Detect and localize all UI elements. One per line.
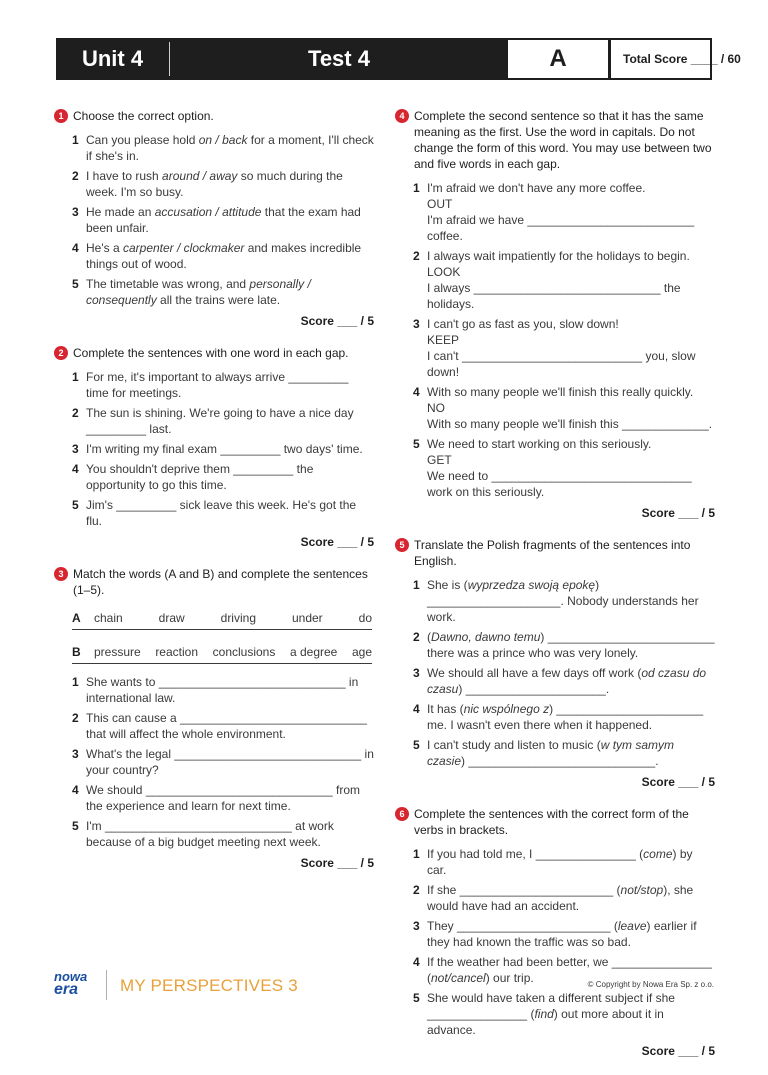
question-item <box>54 746 374 778</box>
question-item <box>54 369 374 401</box>
task-1-score: Score ___ / 5 <box>300 314 374 328</box>
text-fragment: I can't study and listen to music ( <box>427 738 601 752</box>
logo-line-1: nowa <box>54 969 88 984</box>
task-number-badge: 5 <box>395 538 409 552</box>
question-text: I'm ____________________________ at work because of a big budget meeting next week. <box>86 819 334 849</box>
question-number: 4 <box>72 462 79 476</box>
question-text: Jim's _________ sick leave this week. He's got the flu. <box>86 498 357 528</box>
italic-fragment: come <box>643 847 673 861</box>
task-5 <box>395 537 715 789</box>
task-5-items <box>395 577 715 769</box>
word-list-a <box>94 611 372 625</box>
text-fragment: If she _______________________ ( <box>427 883 621 897</box>
task-6 <box>395 806 715 1058</box>
text-fragment: ) ______________________ me. I wasn't even there when it happened. <box>427 702 704 732</box>
word-option: do <box>358 610 372 625</box>
question-number: 4 <box>413 702 420 716</box>
question-item <box>54 204 374 236</box>
question-text <box>86 276 374 308</box>
task-number-badge: 2 <box>54 346 68 360</box>
task-5-header <box>395 537 715 569</box>
question-text: You shouldn't deprive them _________ the opportunity to go this time. <box>86 462 314 492</box>
footer <box>54 966 714 1006</box>
question-text <box>86 132 374 164</box>
test-version: A <box>508 40 608 78</box>
question-item <box>54 132 374 164</box>
text-fragment: ) out more about it in advance. <box>427 1007 664 1037</box>
task-number-badge: 4 <box>395 109 409 123</box>
question-text: We should ____________________________ from the experience and learn for next time. <box>86 783 361 813</box>
key-word: KEEP <box>427 333 460 347</box>
question-text <box>86 168 374 200</box>
question-item <box>54 240 374 272</box>
text-fragment: so much during the week. I'm so busy. <box>86 169 343 199</box>
task-6-score: Score ___ / 5 <box>641 1044 715 1058</box>
question-text: What's the legal ____________________________ in your country? <box>86 747 374 777</box>
italic-fragment: Dawno, dawno temu <box>431 630 541 644</box>
key-word: LOOK <box>427 265 461 279</box>
task-3-items <box>54 674 374 850</box>
question-number: 5 <box>72 819 79 833</box>
sentence-line: We need to ______________________________ work on this seriously. <box>427 469 692 499</box>
question-text: The sun is shining. We're going to have a nice day _________ last. <box>86 406 354 436</box>
italic-fragment: not/cancel <box>431 971 486 985</box>
text-fragment: ) ____________________________. <box>461 754 659 768</box>
italic-fragment: nic wspólnego z <box>463 702 550 716</box>
header-bar <box>56 38 741 80</box>
question-number: 3 <box>72 747 79 761</box>
italic-fragment: leave <box>617 919 647 933</box>
word-row-b <box>72 640 372 664</box>
word-option: chain <box>94 610 123 625</box>
question-number: 4 <box>72 783 79 797</box>
text-fragment: that the exam had been unfair. <box>86 205 361 235</box>
unit-title: Unit 4 <box>81 46 144 71</box>
question-number: 1 <box>413 578 420 592</box>
question-number: 3 <box>413 666 420 680</box>
italic-fragment: on / back <box>198 133 248 147</box>
task-5-instruction: Translate the Polish fragments of the sentences into English. <box>414 538 691 568</box>
publisher-logo <box>54 970 94 1002</box>
question-number: 4 <box>413 385 420 399</box>
question-item <box>395 665 715 697</box>
task-6-header <box>395 806 715 838</box>
question-item <box>395 629 715 661</box>
text-fragment: ) earlier if they had known the traffic was so bad. <box>427 919 697 949</box>
text-fragment: He's a <box>86 241 123 255</box>
task-6-items <box>395 846 715 1038</box>
question-item <box>395 384 715 432</box>
question-number: 2 <box>72 169 79 183</box>
text-fragment: and makes incredible things out of wood. <box>86 241 362 271</box>
task-number-badge: 3 <box>54 567 68 581</box>
question-number: 2 <box>72 406 79 420</box>
task-1-items <box>54 132 374 308</box>
sentence-line: I'm afraid we don't have any more coffee. <box>427 181 646 195</box>
question-item <box>54 710 374 742</box>
footer-divider <box>106 970 107 1000</box>
question-number: 5 <box>413 437 420 451</box>
task-6-instruction: Complete the sentences with the correct form of the verbs in brackets. <box>414 807 689 837</box>
left-column <box>54 108 374 887</box>
task-3 <box>54 566 374 870</box>
question-number: 4 <box>413 955 420 969</box>
question-text <box>427 665 715 697</box>
text-fragment: We should all have a few days off work ( <box>427 666 642 680</box>
question-item <box>395 316 715 380</box>
word-row-label: B <box>72 644 81 659</box>
question-number: 1 <box>72 370 79 384</box>
task-number-badge: 6 <box>395 807 409 821</box>
text-fragment: ) by car. <box>427 847 693 877</box>
question-item <box>395 918 715 950</box>
text-fragment: ) _________________________ there was a prince who was very lonely. <box>427 630 715 660</box>
text-fragment: all the trains were late. <box>156 293 281 307</box>
word-row-a <box>72 606 372 630</box>
question-item <box>54 461 374 493</box>
task-3-instruction: Match the words (A and B) and complete the sentences (1–5). <box>73 567 368 597</box>
question-number: 4 <box>72 241 79 255</box>
text-fragment: If the weather had been better, we _______________ ( <box>427 955 712 985</box>
question-item <box>54 497 374 529</box>
question-text <box>427 701 715 733</box>
question-number: 1 <box>413 847 420 861</box>
text-fragment: I have to rush <box>86 169 163 183</box>
word-option: under <box>291 610 323 625</box>
word-option: age <box>351 644 372 659</box>
question-number: 2 <box>413 249 420 263</box>
question-text <box>427 384 715 432</box>
word-row-label: A <box>72 610 81 625</box>
question-number: 2 <box>413 883 420 897</box>
text-fragment: for a moment, I'll check if she's in. <box>86 133 374 163</box>
right-column <box>395 108 715 1075</box>
sentence-line: I always ____________________________ the holidays. <box>427 281 681 311</box>
logo-line-2: era <box>54 981 79 998</box>
italic-fragment: find <box>534 1007 554 1021</box>
question-text <box>86 204 374 236</box>
sentence-line: I can't go as fast as you, slow down! <box>427 317 619 331</box>
italic-fragment: wyprzedza swoją epokę <box>467 578 596 592</box>
text-fragment: The timetable was wrong, and <box>86 277 250 291</box>
question-number: 1 <box>72 133 79 147</box>
task-1 <box>54 108 374 328</box>
text-fragment: He made an <box>86 205 155 219</box>
text-fragment: She would have taken a different subject if she _______________ ( <box>427 991 675 1021</box>
task-number-badge: 1 <box>54 109 68 123</box>
sentence-line: With so many people we'll finish this really quickly. <box>427 385 694 399</box>
question-item <box>395 577 715 625</box>
text-fragment: ) ____________________. Nobody understands her work. <box>427 578 699 624</box>
question-number: 1 <box>413 181 420 195</box>
task-3-header <box>54 566 374 598</box>
question-text: She wants to ____________________________ in international law. <box>86 675 359 705</box>
question-item <box>395 846 715 878</box>
sentence-line: I always wait impatiently for the holidays to begin. <box>427 249 690 263</box>
question-item <box>54 674 374 706</box>
question-text <box>427 737 715 769</box>
question-item <box>54 441 374 457</box>
task-2-header <box>54 345 374 361</box>
task-2-score: Score ___ / 5 <box>300 535 374 549</box>
word-list-b <box>94 645 372 659</box>
total-score: Total Score ____ / 60 <box>611 40 710 78</box>
word-option: draw <box>158 610 185 625</box>
task-4-instruction: Complete the second sentence so that it has the same meaning as the first. Use the word in capitals. Do not change the form of this word. You may use between two and five words in each gap. <box>414 109 712 171</box>
text-fragment: If you had told me, I _______________ ( <box>427 847 644 861</box>
italic-fragment: accusation / attitude <box>154 205 262 219</box>
task-2-items <box>54 369 374 529</box>
question-number: 5 <box>72 277 79 291</box>
key-word: GET <box>427 453 452 467</box>
task-4-score: Score ___ / 5 <box>641 506 715 520</box>
question-number: 1 <box>72 675 79 689</box>
sentence-line: We need to start working on this seriously. <box>427 437 652 451</box>
text-fragment: ) our trip. <box>485 971 534 985</box>
question-text <box>427 846 715 878</box>
italic-fragment: personally / consequently <box>86 277 311 307</box>
series-title: MY PERSPECTIVES 3 <box>120 976 298 995</box>
question-number: 2 <box>413 630 420 644</box>
task-5-score: Score ___ / 5 <box>641 775 715 789</box>
question-number: 3 <box>72 442 79 456</box>
task-2 <box>54 345 374 549</box>
task-2-instruction: Complete the sentences with one word in each gap. <box>73 346 349 360</box>
question-item <box>54 782 374 814</box>
text-fragment: ), she would have had an accident. <box>427 883 694 913</box>
question-number: 3 <box>72 205 79 219</box>
task-4-header <box>395 108 715 172</box>
key-word: NO <box>427 401 445 415</box>
word-option: pressure <box>94 644 141 659</box>
text-fragment: They _______________________ ( <box>427 919 618 933</box>
question-item <box>395 701 715 733</box>
question-text: This can cause a ____________________________ that will affect the whole environment. <box>86 711 367 741</box>
text-fragment: ( <box>427 630 431 644</box>
question-number: 3 <box>413 317 420 331</box>
text-fragment: Can you please hold <box>86 133 199 147</box>
sentence-line: I can't ___________________________ you, slow down! <box>427 349 696 379</box>
word-option: driving <box>220 610 256 625</box>
question-item <box>395 882 715 914</box>
italic-fragment: w tym samym czasie <box>427 738 675 768</box>
question-item <box>54 276 374 308</box>
question-text <box>427 882 715 914</box>
key-word: OUT <box>427 197 453 211</box>
question-text <box>427 577 715 625</box>
question-number: 2 <box>72 711 79 725</box>
question-item <box>54 405 374 437</box>
test-title: Test 4 <box>308 46 370 71</box>
word-option: a degree <box>289 644 338 659</box>
task-1-header <box>54 108 374 124</box>
italic-fragment: not/stop <box>620 883 664 897</box>
question-item <box>54 818 374 850</box>
question-item <box>54 168 374 200</box>
text-fragment: ) _____________________. <box>458 682 610 696</box>
question-number: 5 <box>413 991 420 1005</box>
task-4-items <box>395 180 715 500</box>
question-item <box>395 737 715 769</box>
question-text: For me, it's important to always arrive _________ time for meetings. <box>86 370 349 400</box>
question-text <box>427 248 715 312</box>
italic-fragment: around / away <box>162 169 238 183</box>
question-number: 5 <box>72 498 79 512</box>
question-text: I'm writing my final exam _________ two days' time. <box>86 442 363 456</box>
italic-fragment: od czasu do czasu <box>427 666 707 696</box>
italic-fragment: carpenter / clockmaker <box>122 241 245 255</box>
question-text <box>427 316 715 380</box>
question-item <box>395 248 715 312</box>
question-number: 3 <box>413 919 420 933</box>
text-fragment: It has ( <box>427 702 464 716</box>
word-option: conclusions <box>212 644 276 659</box>
sentence-line: I'm afraid we have _________________________ coffee. <box>427 213 695 243</box>
question-number: 5 <box>413 738 420 752</box>
sentence-line: With so many people we'll finish this _____________. <box>427 417 713 431</box>
word-option: reaction <box>155 644 199 659</box>
task-3-score: Score ___ / 5 <box>300 856 374 870</box>
question-item <box>395 180 715 244</box>
question-text <box>86 240 374 272</box>
question-text <box>427 436 715 500</box>
question-text <box>427 629 715 661</box>
text-fragment: She is ( <box>427 578 468 592</box>
copyright-text: © Copyright by Nowa Era Sp. z o.o. <box>587 980 714 989</box>
question-item <box>395 436 715 500</box>
question-text <box>427 180 715 244</box>
task-1-instruction: Choose the correct option. <box>73 109 214 123</box>
question-text <box>427 918 715 950</box>
task-4 <box>395 108 715 520</box>
